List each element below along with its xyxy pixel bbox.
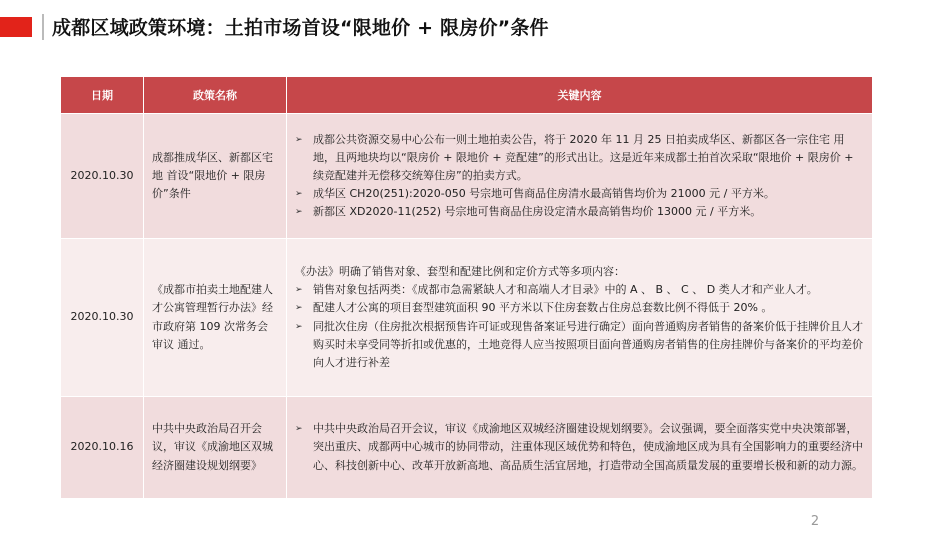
header-key-content: 关键内容 <box>287 77 873 114</box>
title-divider <box>42 14 44 40</box>
arrow-bullet-icon: ➢ <box>295 285 303 296</box>
row-key-content <box>287 239 873 397</box>
arrow-bullet-icon: ➢ <box>295 303 303 314</box>
list-item-text: 销售对象包括两类：《成都市急需紧缺人才和高端人才目录》中的 A 、 B 、 C 、 D 类人才和产业人才。 <box>313 283 818 297</box>
row-date: 2020.10.30 <box>61 239 144 397</box>
header-date: 日期 <box>61 77 144 114</box>
table-row <box>61 397 873 499</box>
list-item-text: 中共中央政治局召开会议，审议《成渝地区双城经济圈建设规划纲要》。会议强调，要全面落实党中央决策部署，突出重庆、成都两中心城市的协同带动，注重体现区域优势和特色，使成渝地区成为具有全国影响力的重要经济中心、科技创新中心、改革开放新高地、高品质生活宜居地，打造带动全国高质量发展的重要增长极和新的动力源。 <box>313 422 863 472</box>
arrow-bullet-icon: ➢ <box>295 207 303 218</box>
page-number: 2 <box>810 514 820 529</box>
header-policy-name: 政策名称 <box>144 77 287 114</box>
content-intro: 《办法》明确了销售对象、套型和配建比例和定价方式等多项内容： <box>295 265 625 279</box>
row-key-content <box>287 114 873 239</box>
row-policy-name: 成都推成华区、新都区宅地 首设“限地价 + 限房价”条件 <box>144 114 287 239</box>
arrow-bullet-icon: ➢ <box>295 321 303 332</box>
policy-table <box>60 76 873 499</box>
table-header-row <box>61 77 873 114</box>
list-item-text: 新都区 XD2020-11(252) 号宗地可售商品住房设定清水最高销售均价 13000 元 / 平方米。 <box>313 205 762 219</box>
list-item <box>295 420 864 474</box>
table-row <box>61 114 873 239</box>
arrow-bullet-icon: ➢ <box>295 189 303 200</box>
row-policy-name: 《成都市拍卖土地配建人才公寓管理暂行办法》经市政府第 109 次常务会审议 通过。 <box>144 239 287 397</box>
list-item-text: 配建人才公寓的项目套型建筑面积 90 平方米以下住房套数占住房总套数比例不得低于 20% 。 <box>313 301 773 315</box>
list-item <box>295 203 864 221</box>
list-item <box>295 131 864 185</box>
row-date: 2020.10.30 <box>61 114 144 239</box>
list-item-text: 同批次住房（住房批次根据预售许可证或现售备案证号进行确定）面向普通购房者销售的备案价低于挂牌价且人才购买时未享受同等折扣或优惠的，土地竞得人应当按照项目面向普通购房者销售的住房挂牌价与备案价的平均差价向人才进行补差 <box>313 319 863 369</box>
list-item <box>295 318 864 372</box>
list-item <box>295 185 864 203</box>
arrow-bullet-icon: ➢ <box>295 424 303 435</box>
row-policy-name: 中共中央政治局召开会议，审议《成渝地区双城经济圈建设规划纲要》 <box>144 397 287 499</box>
list-item-text: 成华区 CH20(251):2020-050 号宗地可售商品住房清水最高销售均价为 21000 元 / 平方米。 <box>313 187 775 201</box>
arrow-bullet-icon: ➢ <box>295 134 303 145</box>
slide-title: 成都区域政策环境：土拍市场首设“限地价 + 限房价”条件 <box>52 17 549 39</box>
row-key-content <box>287 397 873 499</box>
title-accent-bar <box>0 17 32 37</box>
list-item <box>295 299 864 317</box>
table-row <box>61 239 873 397</box>
list-item <box>295 281 864 299</box>
row-date: 2020.10.16 <box>61 397 144 499</box>
list-item-text: 成都公共资源交易中心公布一则土地拍卖公告，将于 2020 年 11 月 25 日拍卖成华区、新都区各一宗住宅 用地，且两地块均以“限房价 + 限地价 + 竞配建”的形式出让。这是近年来成都土拍首次采取“限地价 + 限房价 + 续竞配建并无偿移交统筹住房”的拍卖方式。 <box>313 132 854 182</box>
